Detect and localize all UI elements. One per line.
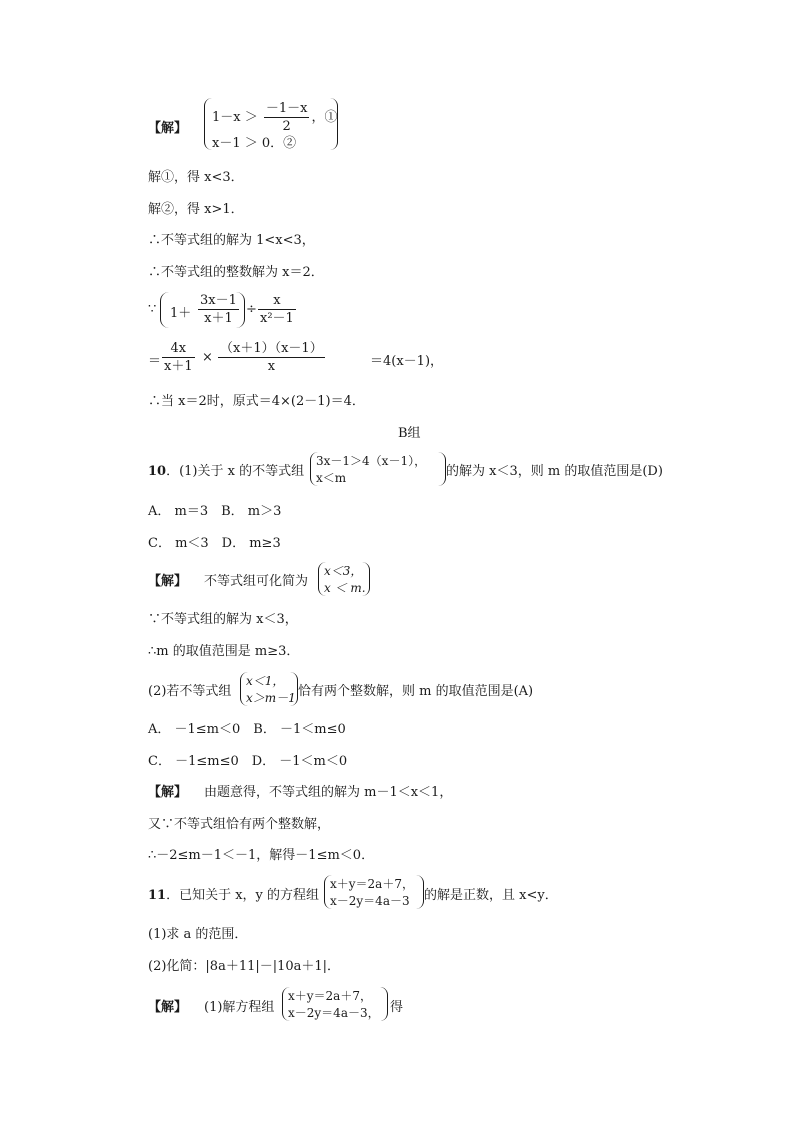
denominator: x＋1 bbox=[164, 359, 193, 374]
system-row-1: x＜3， bbox=[324, 564, 363, 578]
question-number: 11 bbox=[148, 888, 167, 903]
step-line: 解②，得 x>1． bbox=[148, 202, 244, 217]
right-brace bbox=[416, 875, 424, 909]
inequality-system-4 bbox=[240, 672, 298, 706]
numerator: －1－x bbox=[265, 101, 308, 116]
system-row-2: x－2y＝4a－3 bbox=[330, 894, 410, 908]
options-row: A． －1≤m＜0 B． －1＜m≤0 bbox=[148, 722, 346, 737]
system-row-1: x＋y＝2a＋7， bbox=[330, 877, 414, 891]
right-brace bbox=[330, 98, 338, 150]
times-sign: × bbox=[202, 350, 213, 365]
equals-sign: ＝ bbox=[148, 354, 162, 369]
result: ＝4(x－1)， bbox=[370, 354, 444, 369]
solution-text: (1)解方程组 bbox=[204, 1000, 275, 1015]
system-row-2: x－2y＝4a－3， bbox=[288, 1006, 380, 1020]
right-brace bbox=[290, 672, 298, 706]
step-line: ∴m 的取值范围是 m≥3． bbox=[148, 644, 300, 659]
fraction bbox=[218, 340, 325, 375]
right-brace bbox=[362, 562, 370, 596]
equation-system-1 bbox=[324, 875, 424, 909]
solution-text: 由题意得，不等式组的解为 m－1＜x＜1， bbox=[204, 785, 453, 800]
step-line: 解①，得 x<3． bbox=[148, 170, 244, 185]
system-row-1: 3x－1＞4（x－1）， bbox=[316, 454, 427, 468]
fraction bbox=[198, 292, 239, 327]
system-row-2: x ＜ m. bbox=[324, 581, 366, 595]
denominator: x＋1 bbox=[204, 311, 233, 326]
numerator: 4x bbox=[162, 340, 195, 358]
right-brace bbox=[380, 987, 388, 1021]
step-line: ∴－2≤m－1＜－1，解得－1≤m＜0． bbox=[148, 848, 375, 863]
conclusion-line: ∴当 x＝2时，原式＝4×(2－1)＝4． bbox=[148, 394, 365, 409]
question-text: ．(1)关于 x 的不等式组 bbox=[166, 464, 305, 479]
numerator: 3x－1 bbox=[200, 293, 237, 308]
question-10-part-2: (2)若不等式组 bbox=[148, 684, 232, 699]
system-row-1 bbox=[212, 100, 338, 135]
system-row-2: x－1 ＞ 0．② bbox=[212, 136, 297, 151]
question-text: ．已知关于 x，y 的方程组 bbox=[166, 888, 320, 903]
because-symbol: ∵ bbox=[148, 302, 157, 317]
question-text: 的解是正数，且 x<y． bbox=[424, 888, 558, 903]
inequality-system-1 bbox=[204, 98, 338, 150]
solution-text: 不等式组可化简为 bbox=[204, 574, 309, 589]
sub-question: (2)化简：|8a＋11|－|10a＋1|． bbox=[148, 959, 341, 974]
equation-system-2 bbox=[282, 987, 388, 1021]
step-line: ∵不等式组的解为 x＜3， bbox=[148, 612, 298, 627]
solution-text: 得 bbox=[390, 1000, 404, 1015]
left-brace bbox=[204, 98, 212, 150]
solution-label: 【解】 bbox=[148, 574, 188, 589]
step-line: ∴不等式组的整数解为 x＝2． bbox=[148, 265, 324, 280]
group-heading: B组 bbox=[398, 426, 421, 441]
question-text: 的解为 x＜3，则 m 的取值范围是(D) bbox=[446, 464, 663, 479]
row-text: 1－x ＞ bbox=[212, 110, 262, 125]
question-11 bbox=[148, 884, 319, 903]
term: 1＋ bbox=[170, 306, 192, 321]
fraction bbox=[264, 100, 310, 135]
inequality-system-2 bbox=[310, 452, 446, 486]
divide-sign: ÷ bbox=[246, 302, 257, 317]
denominator: 2 bbox=[282, 119, 291, 134]
step-line: 又∵不等式组恰有两个整数解， bbox=[148, 817, 331, 832]
question-number: 10 bbox=[148, 464, 167, 479]
sub-question: (1)求 a 的范围． bbox=[148, 927, 248, 942]
system-row-1: x＋y＝2a＋7， bbox=[288, 989, 372, 1003]
denominator: x²－1 bbox=[260, 311, 294, 326]
denominator: x bbox=[267, 359, 276, 374]
fraction bbox=[162, 340, 195, 375]
right-brace bbox=[438, 452, 446, 486]
solution-label: 【解】 bbox=[148, 1000, 188, 1015]
numerator: x bbox=[258, 292, 296, 310]
system-row-2: x＞m－1 bbox=[246, 691, 296, 705]
row-text: ，① bbox=[311, 110, 338, 125]
solution-label: 【解】 bbox=[148, 121, 188, 136]
options-row: A． m＝3 B． m＞3 bbox=[148, 504, 282, 519]
system-row-1: x＜1， bbox=[246, 674, 285, 688]
system-row-2: x＜m bbox=[316, 471, 347, 485]
inequality-system-3 bbox=[318, 562, 370, 596]
fraction bbox=[258, 292, 296, 327]
question-10-part-1 bbox=[148, 460, 304, 479]
solution-label: 【解】 bbox=[148, 785, 188, 800]
question-text: 恰有两个整数解，则 m 的取值范围是(A) bbox=[298, 684, 534, 699]
options-row: C． m＜3 D． m≥3 bbox=[148, 536, 281, 551]
numerator: （x＋1）（x－1） bbox=[220, 341, 323, 356]
options-row: C． －1≤m≤0 D． －1＜m＜0 bbox=[148, 754, 348, 769]
left-paren bbox=[160, 292, 169, 328]
step-line: ∴不等式组的解为 1<x<3， bbox=[148, 233, 315, 248]
right-paren bbox=[236, 292, 245, 328]
